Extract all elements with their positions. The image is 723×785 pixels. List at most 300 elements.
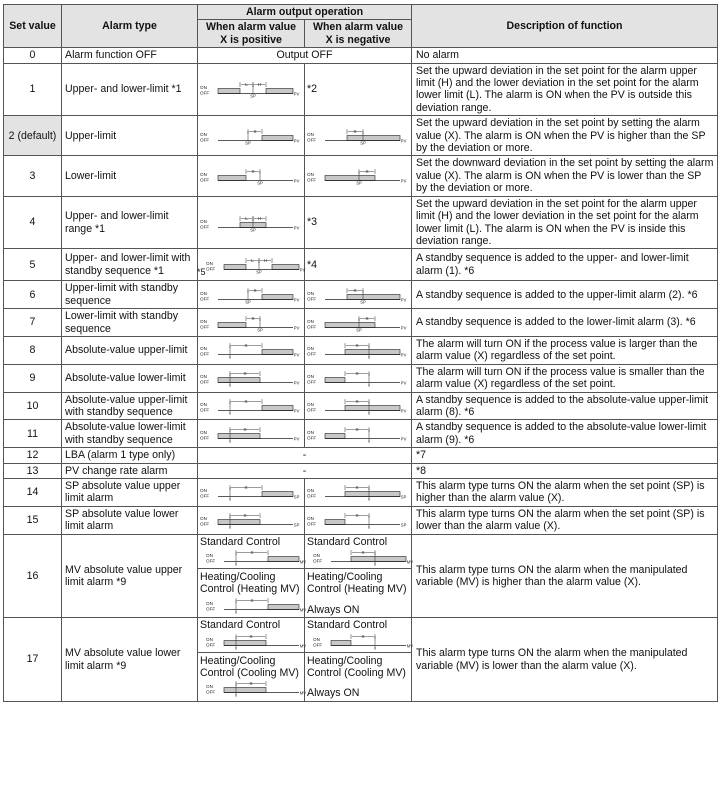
alarm-operation-diagram xyxy=(307,397,407,415)
reference-label: 0 xyxy=(367,438,371,444)
negative-operation-cell xyxy=(305,281,412,309)
description-cell: A standby sequence is added to the lower-limit alarm (3). *6 xyxy=(412,309,718,337)
set-value-cell: 14 xyxy=(4,479,62,507)
heating-cooling-control-label: Heating/Cooling Control (Cooling MV) xyxy=(200,654,299,680)
standard-control-label: Standard Control xyxy=(307,535,388,548)
set-value-cell: 8 xyxy=(4,336,62,364)
off-label: OFF xyxy=(307,177,317,183)
description-cell: This alarm type turns ON the alarm when the manipulated variable (MV) is higher than the alarm value (X). xyxy=(412,534,718,618)
off-label: OFF xyxy=(205,266,215,272)
alarm-type-cell: LBA (alarm 1 type only) xyxy=(62,448,198,463)
off-label: OFF xyxy=(200,296,210,302)
standard-control-label: Standard Control xyxy=(307,619,388,632)
reference-label: 0 xyxy=(234,561,238,567)
on-label: ON xyxy=(307,132,314,138)
off-label: OFF xyxy=(206,689,216,695)
set-value-cell: 11 xyxy=(4,420,62,448)
alarm-on-region xyxy=(218,520,260,525)
table-row xyxy=(4,364,718,392)
description-cell: Set the downward deviation in the set point by setting the alarm value (X). The alarm is ON when the PV is lower than the SP by the deviation or more. xyxy=(412,156,718,196)
description-cell: A standby sequence is added to the upper- and lower-limit alarm (1). *6 xyxy=(412,249,718,281)
alarm-on-region xyxy=(325,520,345,525)
alarm-on-region xyxy=(268,557,299,562)
set-value-cell: 12 xyxy=(4,448,62,463)
alarm-on-region xyxy=(218,378,260,383)
alarm-operation-diagram xyxy=(200,314,300,332)
alarm-on-region xyxy=(325,433,345,438)
off-label: OFF xyxy=(200,435,210,441)
marker-label: X xyxy=(361,550,365,556)
on-label: ON xyxy=(200,218,207,224)
positive-operation-cell xyxy=(198,196,305,249)
alarm-operation-diagram xyxy=(313,548,413,566)
output-off-cell: Output OFF xyxy=(198,48,412,63)
table-row xyxy=(4,336,718,364)
on-label: ON xyxy=(200,132,207,138)
reference-label: SP xyxy=(360,140,366,146)
axis-label: MV xyxy=(299,559,307,565)
operation-cell: - xyxy=(198,463,412,478)
positive-operation-cell xyxy=(198,506,305,534)
description-cell: The alarm will turn ON if the process value is larger than the alarm value (X) regardless of the set point. xyxy=(412,336,718,364)
axis-label: PV xyxy=(400,178,407,184)
alarm-type-cell: Absolute-value lower-limit with standby sequence xyxy=(62,420,198,448)
marker-label: X xyxy=(253,287,257,293)
alarm-operation-diagram xyxy=(307,127,407,145)
alarm-operation-diagram xyxy=(200,369,300,387)
alarm-on-region xyxy=(272,264,299,269)
on-label: ON xyxy=(307,172,314,178)
on-label: ON xyxy=(206,636,213,642)
marker-label: H xyxy=(257,82,262,88)
marker-label: L xyxy=(245,215,248,221)
negative-operation-cell xyxy=(305,534,412,618)
off-label: OFF xyxy=(200,90,210,96)
alarm-operation-diagram xyxy=(206,548,306,566)
marker-label: X xyxy=(355,398,359,404)
axis-label: PV xyxy=(293,352,300,358)
on-label: ON xyxy=(206,553,213,559)
off-label: OFF xyxy=(200,493,210,499)
axis-label: PV xyxy=(293,408,300,414)
alarm-operation-diagram xyxy=(200,167,300,185)
on-label: ON xyxy=(307,402,314,408)
reference-label: SP xyxy=(356,327,362,333)
description-cell: This alarm type turns ON the alarm when the set point (SP) is lower than the alarm value (X). xyxy=(412,506,718,534)
alarm-type-cell: Upper-limit xyxy=(62,116,198,156)
marker-label: X xyxy=(244,343,248,349)
axis-label: PV xyxy=(293,224,300,230)
off-label: OFF xyxy=(307,379,317,385)
alarm-operation-diagram xyxy=(307,511,407,529)
axis-label: PV xyxy=(400,408,407,414)
off-label: OFF xyxy=(200,223,210,229)
off-label: OFF xyxy=(307,521,317,527)
alarm-type-cell: Upper-limit with standby sequence xyxy=(62,281,198,309)
marker-label: X xyxy=(355,513,359,519)
alarm-on-region xyxy=(224,640,266,645)
set-value-cell: 7 xyxy=(4,309,62,337)
alarm-on-region xyxy=(224,688,266,693)
alarm-operation-diagram xyxy=(200,341,300,359)
axis-label: PV xyxy=(400,436,407,442)
alarm-operation-diagram xyxy=(206,596,306,614)
axis-label: PV xyxy=(299,267,305,273)
marker-label: X xyxy=(244,485,248,491)
off-label: OFF xyxy=(200,137,210,143)
alarm-operation-diagram xyxy=(200,511,300,529)
marker-label: X xyxy=(249,681,253,687)
standard-control-label: Standard Control xyxy=(200,619,281,632)
on-label: ON xyxy=(307,290,314,296)
negative-operation-cell xyxy=(305,116,412,156)
marker-label: X xyxy=(251,169,255,175)
off-label: OFF xyxy=(200,177,210,183)
off-label: OFF xyxy=(206,558,216,564)
reference-label: SP xyxy=(245,140,251,146)
axis-label: PV xyxy=(293,436,300,442)
positive-operation-cell xyxy=(198,336,305,364)
table-row xyxy=(4,506,718,534)
axis-label: PV xyxy=(400,324,407,330)
alarm-type-cell: PV change rate alarm xyxy=(62,463,198,478)
alarm-operation-diagram xyxy=(206,256,306,274)
axis-label: MV xyxy=(299,607,307,613)
alarm-operation-diagram xyxy=(307,369,407,387)
reference-label: SP xyxy=(250,227,256,233)
positive-operation-cell xyxy=(198,420,305,448)
reference-label: SP xyxy=(257,327,263,333)
alarm-on-region xyxy=(325,176,375,181)
marker-label: X xyxy=(355,371,359,377)
set-value-cell: 0 xyxy=(4,48,62,63)
marker-label: H xyxy=(257,215,262,221)
alarm-operation-diagram xyxy=(200,397,300,415)
reference-label: 0 xyxy=(228,410,232,416)
off-label: OFF xyxy=(206,606,216,612)
off-label: OFF xyxy=(307,137,317,143)
positive-operation-cell xyxy=(198,309,305,337)
marker-label: X xyxy=(353,287,357,293)
table-row xyxy=(4,63,718,116)
description-cell: A standby sequence is added to the upper-limit alarm (2). *6 xyxy=(412,281,718,309)
alarm-type-cell: MV absolute value lower limit alarm *9 xyxy=(62,618,198,702)
negative-operation-cell: *3 xyxy=(305,196,412,249)
off-label: OFF xyxy=(200,407,210,413)
alarm-type-cell: Lower-limit with standby sequence xyxy=(62,309,198,337)
positive-operation-cell xyxy=(198,479,305,507)
alarm-type-table xyxy=(3,4,718,702)
table-row xyxy=(4,249,718,281)
axis-label: SP xyxy=(400,522,407,528)
standard-control-label: Standard Control xyxy=(200,535,281,548)
on-label: ON xyxy=(206,684,213,690)
on-label: ON xyxy=(200,429,207,435)
header-set-value: Set value xyxy=(4,5,62,48)
negative-operation-cell xyxy=(305,364,412,392)
alarm-type-cell: Absolute-value upper-limit with standby sequence xyxy=(62,392,198,420)
alarm-operation-diagram xyxy=(206,632,306,650)
alarm-operation-diagram xyxy=(307,167,407,185)
alarm-on-region xyxy=(262,294,293,299)
always-on-label: Always ON xyxy=(307,687,360,700)
description-cell: Set the upward deviation in the set point for the alarm upper limit (H) and the lower deviation in the set point for the alarm lower limit (L). The alarm is ON when the PV is inside this deviation range. xyxy=(412,196,718,249)
marker-label: X xyxy=(355,426,359,432)
alarm-type-cell: SP absolute value upper limit alarm xyxy=(62,479,198,507)
marker-label: X xyxy=(365,315,369,321)
positive-operation-cell xyxy=(198,116,305,156)
on-label: ON xyxy=(200,172,207,178)
off-label: OFF xyxy=(200,351,210,357)
alarm-on-region xyxy=(347,294,400,299)
reference-label: 0 xyxy=(228,382,232,388)
negative-operation-cell xyxy=(305,392,412,420)
negative-operation-cell: *2 xyxy=(305,63,412,116)
alarm-on-region xyxy=(262,135,293,140)
table-row xyxy=(4,618,718,702)
reference-label: 0 xyxy=(234,645,238,651)
table-row xyxy=(4,48,718,63)
on-label: ON xyxy=(307,488,314,494)
table-row xyxy=(4,392,718,420)
header-when-negative: When alarm value X is negative xyxy=(305,20,412,48)
alarm-type-table-container xyxy=(3,4,717,702)
reference-label: 0 xyxy=(228,354,232,360)
axis-label: MV xyxy=(299,690,307,696)
alarm-operation-diagram xyxy=(307,314,407,332)
on-label: ON xyxy=(307,318,314,324)
description-cell: This alarm type turns ON the alarm when the set point (SP) is higher than the alarm value (X). xyxy=(412,479,718,507)
axis-label: SP xyxy=(400,494,407,500)
negative-operation-cell xyxy=(305,309,412,337)
negative-operation-cell xyxy=(305,618,412,702)
reference-label: 0 xyxy=(373,561,377,567)
marker-label: X xyxy=(243,513,247,519)
alarm-operation-diagram xyxy=(200,483,300,501)
alarm-on-region xyxy=(268,604,299,609)
on-label: ON xyxy=(200,346,207,352)
axis-label: MV xyxy=(406,643,414,649)
reference-label: SP xyxy=(250,94,256,100)
off-label: OFF xyxy=(200,379,210,385)
axis-label: PV xyxy=(400,352,407,358)
negative-operation-cell xyxy=(305,336,412,364)
reference-label: SP xyxy=(255,269,262,275)
negative-operation-cell xyxy=(305,506,412,534)
table-row xyxy=(4,116,718,156)
marker-label: X xyxy=(253,128,257,134)
table-row xyxy=(4,309,718,337)
alarm-on-region xyxy=(351,557,406,562)
alarm-on-region xyxy=(218,433,260,438)
alarm-type-cell: Upper- and lower-limit range *1 xyxy=(62,196,198,249)
alarm-on-region xyxy=(218,176,246,181)
set-value-cell: 2 (default) xyxy=(4,116,62,156)
alarm-on-region xyxy=(325,378,345,383)
set-value-cell: 6 xyxy=(4,281,62,309)
marker-label: X xyxy=(250,597,254,603)
alarm-operation-diagram xyxy=(200,214,300,232)
table-row xyxy=(4,479,718,507)
set-value-cell: 10 xyxy=(4,392,62,420)
negative-operation-cell xyxy=(305,479,412,507)
alarm-on-region xyxy=(218,89,240,94)
alarm-on-region xyxy=(325,322,375,327)
on-label: ON xyxy=(313,553,320,559)
marker-label: L xyxy=(250,257,254,263)
negative-operation-cell xyxy=(305,420,412,448)
description-cell: This alarm type turns ON the alarm when the manipulated variable (MV) is lower than the alarm value (X). xyxy=(412,618,718,702)
alarm-operation-diagram xyxy=(200,286,300,304)
reference-label: 0 xyxy=(373,645,377,651)
description-cell: No alarm xyxy=(412,48,718,63)
alarm-operation-diagram xyxy=(200,127,300,145)
alarm-on-region xyxy=(345,492,400,497)
reference-label: 0 xyxy=(228,438,232,444)
on-label: ON xyxy=(307,516,314,522)
on-label: ON xyxy=(313,636,320,642)
alarm-type-cell: Absolute-value lower-limit xyxy=(62,364,198,392)
alarm-type-cell: Upper- and lower-limit with standby sequence *1 xyxy=(62,249,198,281)
off-label: OFF xyxy=(313,558,323,564)
table-row xyxy=(4,420,718,448)
reference-label: 0 xyxy=(367,354,371,360)
set-value-cell: 15 xyxy=(4,506,62,534)
axis-label: PV xyxy=(293,138,300,144)
marker-label: X xyxy=(355,485,359,491)
set-value-cell: 3 xyxy=(4,156,62,196)
off-label: OFF xyxy=(307,351,317,357)
reference-label: 0 xyxy=(228,497,232,503)
alarm-type-cell: Alarm function OFF xyxy=(62,48,198,63)
off-label: OFF xyxy=(200,521,210,527)
positive-operation-cell xyxy=(198,281,305,309)
off-label: OFF xyxy=(307,323,317,329)
set-value-cell: 1 xyxy=(4,63,62,116)
axis-label: PV xyxy=(293,91,300,97)
reference-label: 0 xyxy=(228,524,232,530)
reference-label: SP xyxy=(360,299,366,305)
off-label: OFF xyxy=(313,641,323,647)
marker-label: H xyxy=(263,257,267,263)
on-label: ON xyxy=(200,85,207,91)
operation-cell: - xyxy=(198,448,412,463)
reference-label: 0 xyxy=(234,693,238,699)
set-value-cell: 16 xyxy=(4,534,62,618)
heating-cooling-control-label: Heating/Cooling Control (Heating MV) xyxy=(307,571,407,596)
positive-operation-cell xyxy=(198,249,305,281)
alarm-on-region xyxy=(347,135,400,140)
axis-label: SP xyxy=(293,522,300,528)
description-cell: A standby sequence is added to the absolute-value lower-limit alarm (9). *6 xyxy=(412,420,718,448)
positive-operation-cell xyxy=(198,618,305,702)
always-on-label: Always ON xyxy=(307,603,360,616)
off-label: OFF xyxy=(206,641,216,647)
alarm-type-cell: SP absolute value lower limit alarm xyxy=(62,506,198,534)
reference-label: 0 xyxy=(367,382,371,388)
alarm-operation-diagram xyxy=(206,679,306,697)
table-row xyxy=(4,534,718,618)
on-label: ON xyxy=(307,346,314,352)
alarm-operation-diagram xyxy=(200,425,300,443)
axis-label: MV xyxy=(299,643,307,649)
alarm-on-region xyxy=(218,322,246,327)
alarm-on-region xyxy=(331,640,351,645)
header-description: Description of function xyxy=(412,5,718,48)
on-label: ON xyxy=(205,261,213,267)
marker-label: X xyxy=(365,169,369,175)
table-row xyxy=(4,156,718,196)
marker-label: X xyxy=(355,343,359,349)
marker-label: L xyxy=(245,82,248,88)
on-label: ON xyxy=(206,601,213,607)
alarm-on-region xyxy=(345,405,400,410)
table-row xyxy=(4,448,718,463)
positive-operation-cell xyxy=(198,364,305,392)
heating-cooling-control-label: Heating/Cooling Control (Cooling MV) xyxy=(307,654,406,680)
alarm-on-region xyxy=(262,405,293,410)
alarm-operation-diagram xyxy=(313,632,413,650)
header-alarm-output-operation: Alarm output operation xyxy=(198,5,412,20)
alarm-operation-diagram xyxy=(307,425,407,443)
set-value-cell: 9 xyxy=(4,364,62,392)
alarm-operation-diagram xyxy=(307,483,407,501)
alarm-type-cell: Upper- and lower-limit *1 xyxy=(62,63,198,116)
marker-label: X xyxy=(249,633,253,639)
positive-operation-cell xyxy=(198,156,305,196)
marker-label: X xyxy=(361,633,365,639)
alarm-type-cell: Lower-limit xyxy=(62,156,198,196)
axis-label: PV xyxy=(400,138,407,144)
on-label: ON xyxy=(200,318,207,324)
reference-label: SP xyxy=(356,180,362,186)
reference-label: 0 xyxy=(367,410,371,416)
on-label: ON xyxy=(200,402,207,408)
axis-label: MV xyxy=(406,559,414,565)
marker-label: X xyxy=(250,550,254,556)
marker-label: X xyxy=(244,398,248,404)
positive-operation-cell xyxy=(198,534,305,618)
on-label: ON xyxy=(307,374,314,380)
reference-label: 0 xyxy=(367,497,371,503)
positive-operation-cell xyxy=(198,63,305,116)
off-label: OFF xyxy=(307,435,317,441)
description-cell: *8 xyxy=(412,463,718,478)
axis-label: SP xyxy=(293,494,300,500)
alarm-on-region xyxy=(345,350,400,355)
set-value-cell: 13 xyxy=(4,463,62,478)
alarm-type-cell: Absolute-value upper-limit xyxy=(62,336,198,364)
axis-label: PV xyxy=(293,380,300,386)
negative-operation-cell xyxy=(305,156,412,196)
table-row xyxy=(4,196,718,249)
alarm-operation-diagram xyxy=(307,341,407,359)
table-row xyxy=(4,281,718,309)
table-row xyxy=(4,463,718,478)
set-value-cell: 17 xyxy=(4,618,62,702)
description-cell: The alarm will turn ON if the process value is smaller than the alarm value (X) regardless of the set point. xyxy=(412,364,718,392)
on-label: ON xyxy=(200,488,207,494)
positive-operation-cell xyxy=(198,392,305,420)
alarm-type-cell: MV absolute value upper limit alarm *9 xyxy=(62,534,198,618)
on-label: ON xyxy=(307,429,314,435)
marker-label: X xyxy=(243,371,247,377)
set-value-cell: 4 xyxy=(4,196,62,249)
negative-operation-cell: *4 xyxy=(305,249,412,281)
reference-label: 0 xyxy=(234,609,238,615)
description-cell: *7 xyxy=(412,448,718,463)
description-cell: Set the upward deviation in the set point by setting the alarm value (X). The alarm is ON when the PV is higher than the SP by the deviation or more. xyxy=(412,116,718,156)
